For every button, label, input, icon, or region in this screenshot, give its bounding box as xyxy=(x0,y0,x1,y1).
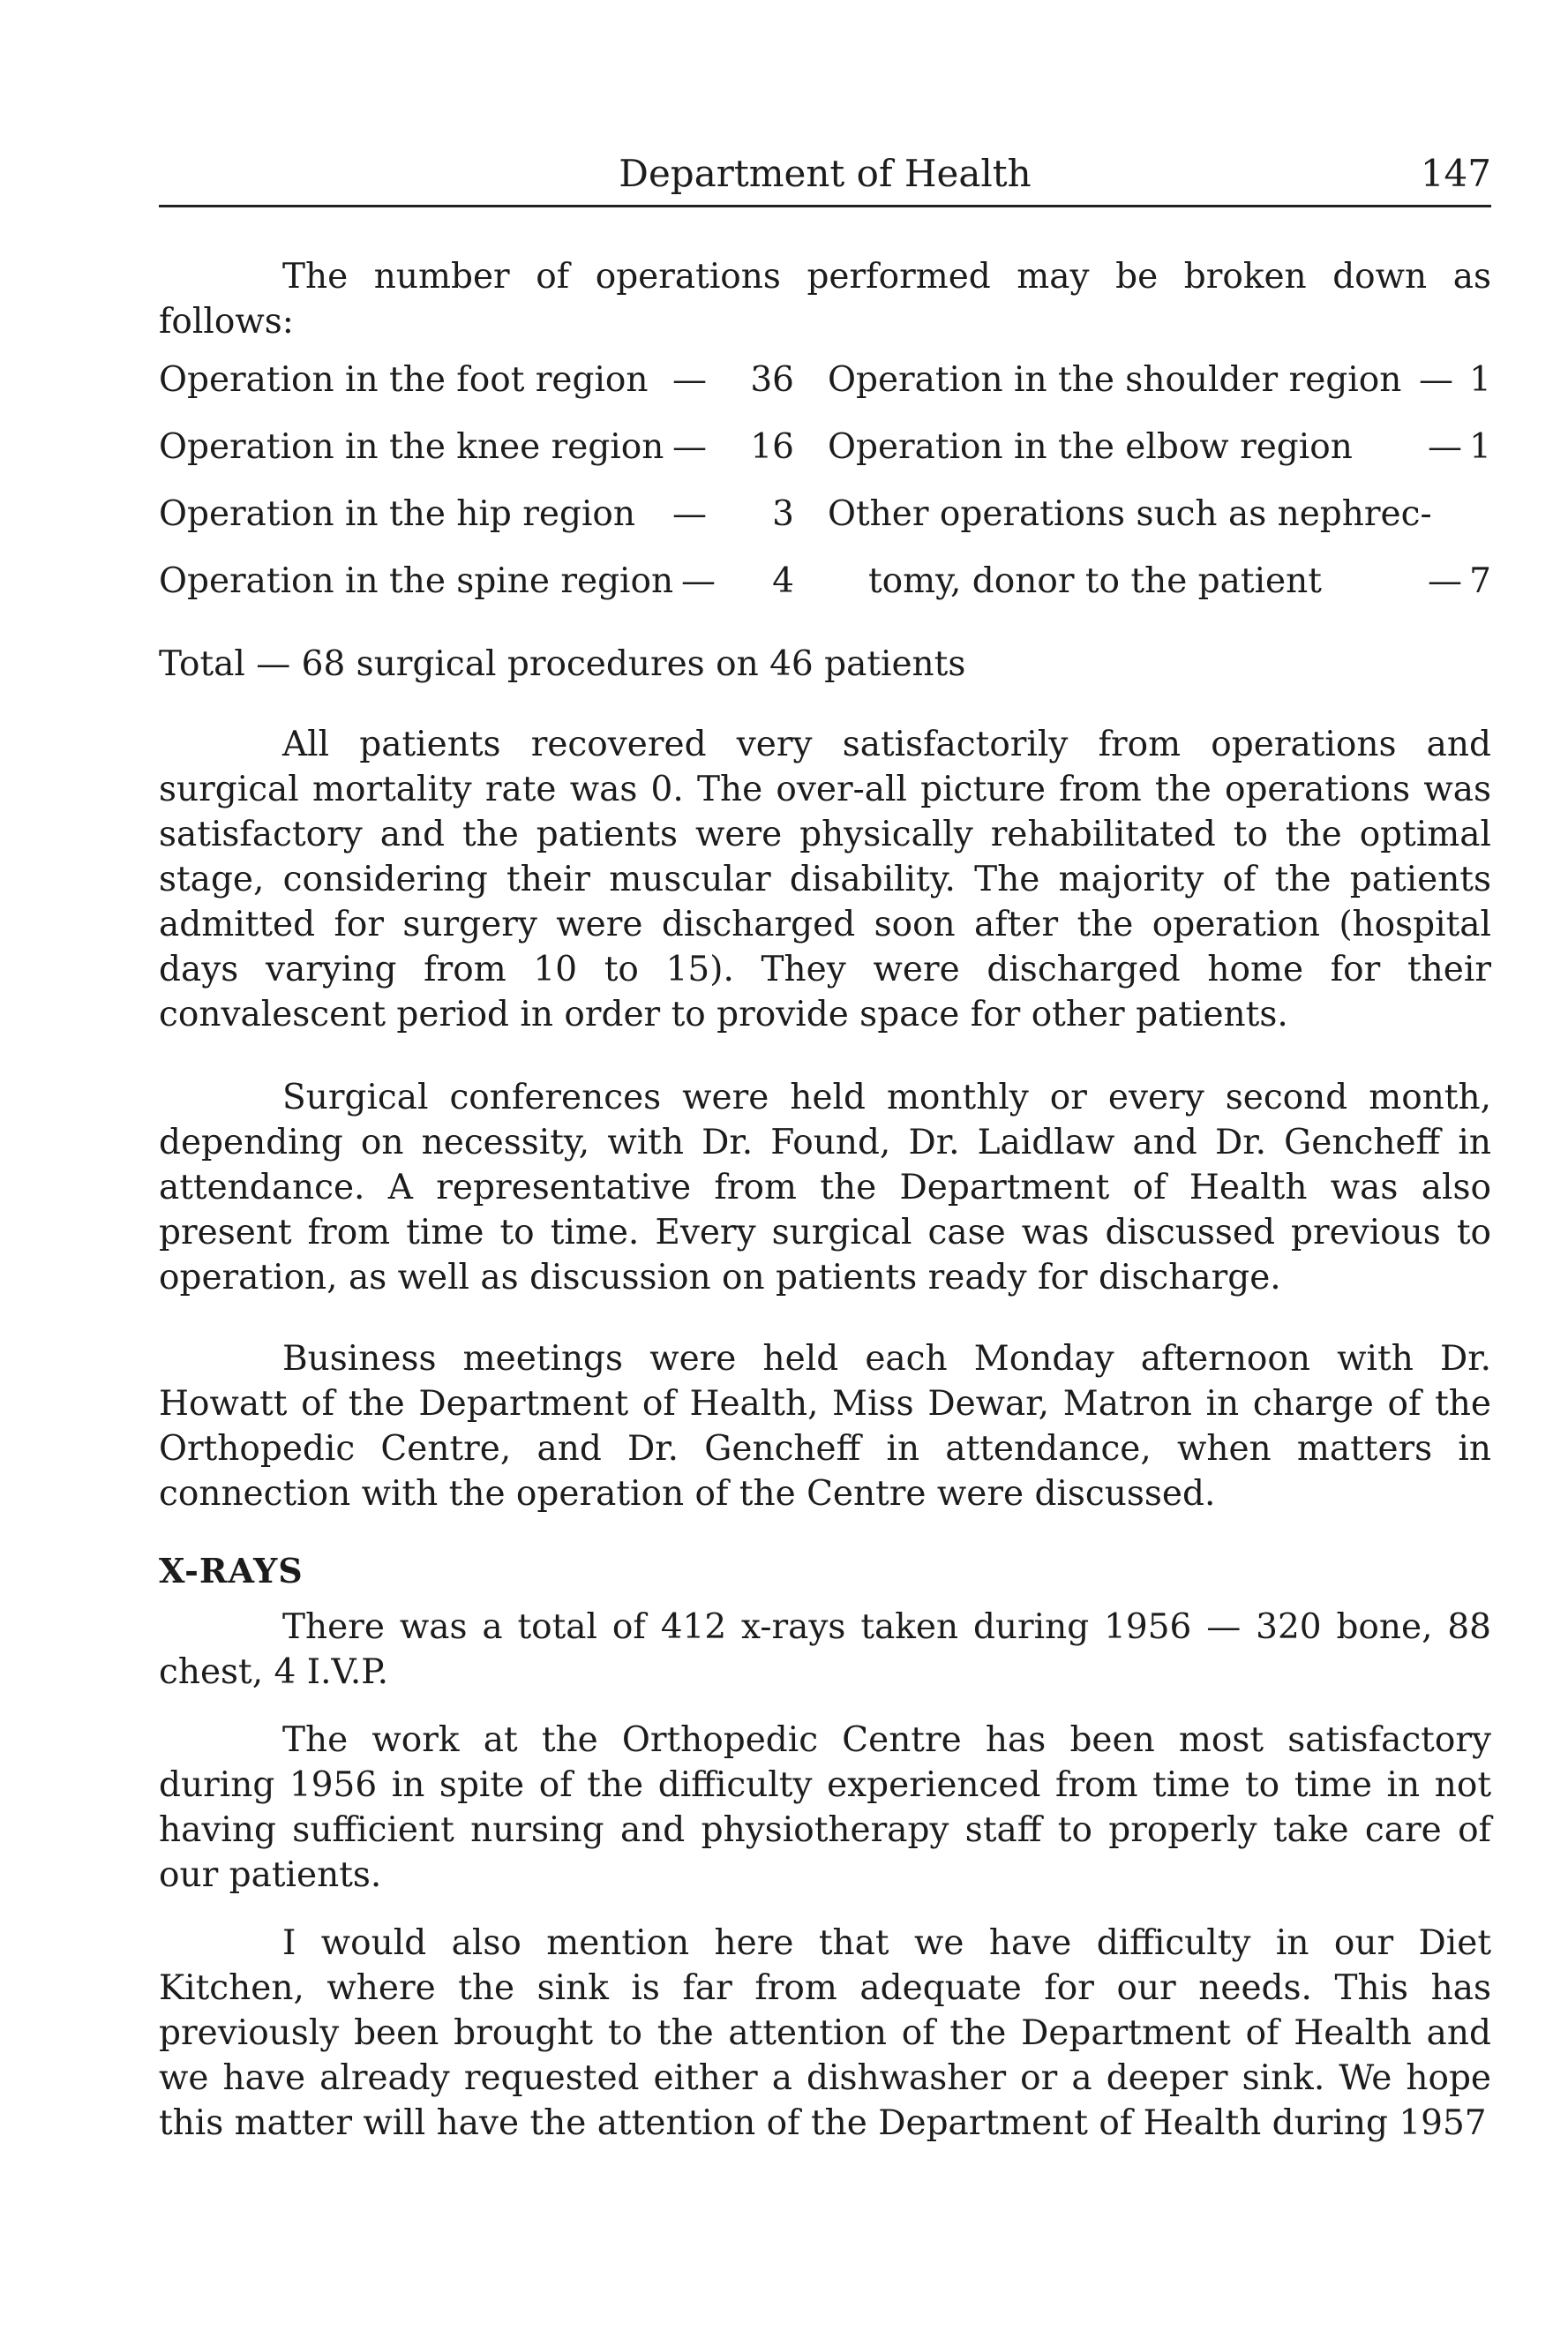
running-title: Department of Health xyxy=(619,152,1032,195)
paragraph-text: Business meetings were held each Monday afternoon with Dr. Howatt of the Department of Health, Miss Dewar, Matron in charge of the Orthopedic Centre, and Dr. Gencheff in attendance, when matters in connection with the operation of the Centre were discussed. xyxy=(159,1339,1491,1514)
operation-dash: — xyxy=(672,360,707,400)
operation-dash: — xyxy=(1419,360,1453,400)
running-header xyxy=(159,152,1491,207)
operation-label: Operation in the foot region xyxy=(159,360,649,400)
operation-count: 3 xyxy=(772,494,794,534)
operation-label: tomy, donor to the patient xyxy=(868,561,1322,601)
operation-label: Operation in the elbow region xyxy=(828,427,1353,467)
operation-label: Operation in the hip region xyxy=(159,494,636,534)
operation-dash: — xyxy=(1428,427,1462,467)
total-line: Total — 68 surgical procedures on 46 patients xyxy=(159,644,966,684)
operation-item xyxy=(828,561,1491,607)
operation-dash: — xyxy=(681,561,716,601)
paragraph-text: All patients recovered very satisfactorily from operations and surgical mortality rate was 0. The over-all picture from the operations was satisfactory and the patients were physically rehabilitated to the optimal stage, considering their muscular disability. The majority of the patients admitted for surgery were discharged soon after the operation (hospital days varying from 10 to 15). They were discharged home for their convalescent period in order to provide space for other patients. xyxy=(159,725,1491,1034)
intro-text: The number of operations performed may be broken down as follows: xyxy=(159,257,1491,342)
operations-list xyxy=(159,360,1491,651)
operation-dash: — xyxy=(672,427,707,467)
paragraph-text: The work at the Orthopedic Centre has been most satisfactory during 1956 in spite of the difficulty experienced from time to time in not having sufficient nursing and physiotherapy staff to properly take care of our patients. xyxy=(159,1720,1491,1895)
operation-label: Operation in the knee region xyxy=(159,427,664,467)
intro-paragraph xyxy=(159,254,1491,344)
page-number: 147 xyxy=(1420,152,1491,195)
operation-item xyxy=(159,494,794,540)
operation-count: 36 xyxy=(750,360,794,400)
paragraph-recovery xyxy=(159,722,1491,1037)
operation-count: 16 xyxy=(750,427,794,467)
paragraph-xrays xyxy=(159,1605,1491,1695)
operation-item xyxy=(828,494,1491,540)
operation-label: Operation in the spine region xyxy=(159,561,674,601)
operation-item xyxy=(159,561,794,607)
paragraph-meetings xyxy=(159,1336,1491,1516)
operation-item xyxy=(828,360,1491,406)
operation-item xyxy=(828,427,1491,473)
operation-item xyxy=(159,427,794,473)
paragraph-text: I would also mention here that we have difficulty in our Diet Kitchen, where the sink is far from adequate for our needs. This has previously been brought to the attention of the Department of Health and we have already requested either a dishwasher or a deeper sink. We hope this matter will have the attention of the Department of Health during 1957 xyxy=(159,1923,1491,2143)
paragraph-text: There was a total of 412 x-rays taken during 1956 — 320 bone, 88 chest, 4 I.V.P. xyxy=(159,1607,1491,1692)
operation-item xyxy=(159,360,794,406)
paragraph-text: Surgical conferences were held monthly or every second month, depending on necessity, with Dr. Found, Dr. Laidlaw and Dr. Gencheff in attendance. A representative from the Department of Health was also present from time to time. Every surgical case was discussed previous to operation, as well as discussion on patients ready for discharge. xyxy=(159,1078,1491,1297)
operation-count: 1 xyxy=(1469,360,1491,400)
operation-count: 7 xyxy=(1469,561,1491,601)
paragraph-work xyxy=(159,1718,1491,1898)
operation-count: 4 xyxy=(772,561,794,601)
section-heading-xrays: X-RAYS xyxy=(159,1551,304,1591)
operation-dash: — xyxy=(1428,561,1462,601)
operation-count: 1 xyxy=(1469,427,1491,467)
operation-label: Other operations such as nephrec- xyxy=(828,494,1432,534)
operation-label: Operation in the shoulder region xyxy=(828,360,1402,400)
paragraph-conferences xyxy=(159,1075,1491,1300)
paragraph-kitchen xyxy=(159,1921,1491,2146)
operation-dash: — xyxy=(672,494,707,534)
